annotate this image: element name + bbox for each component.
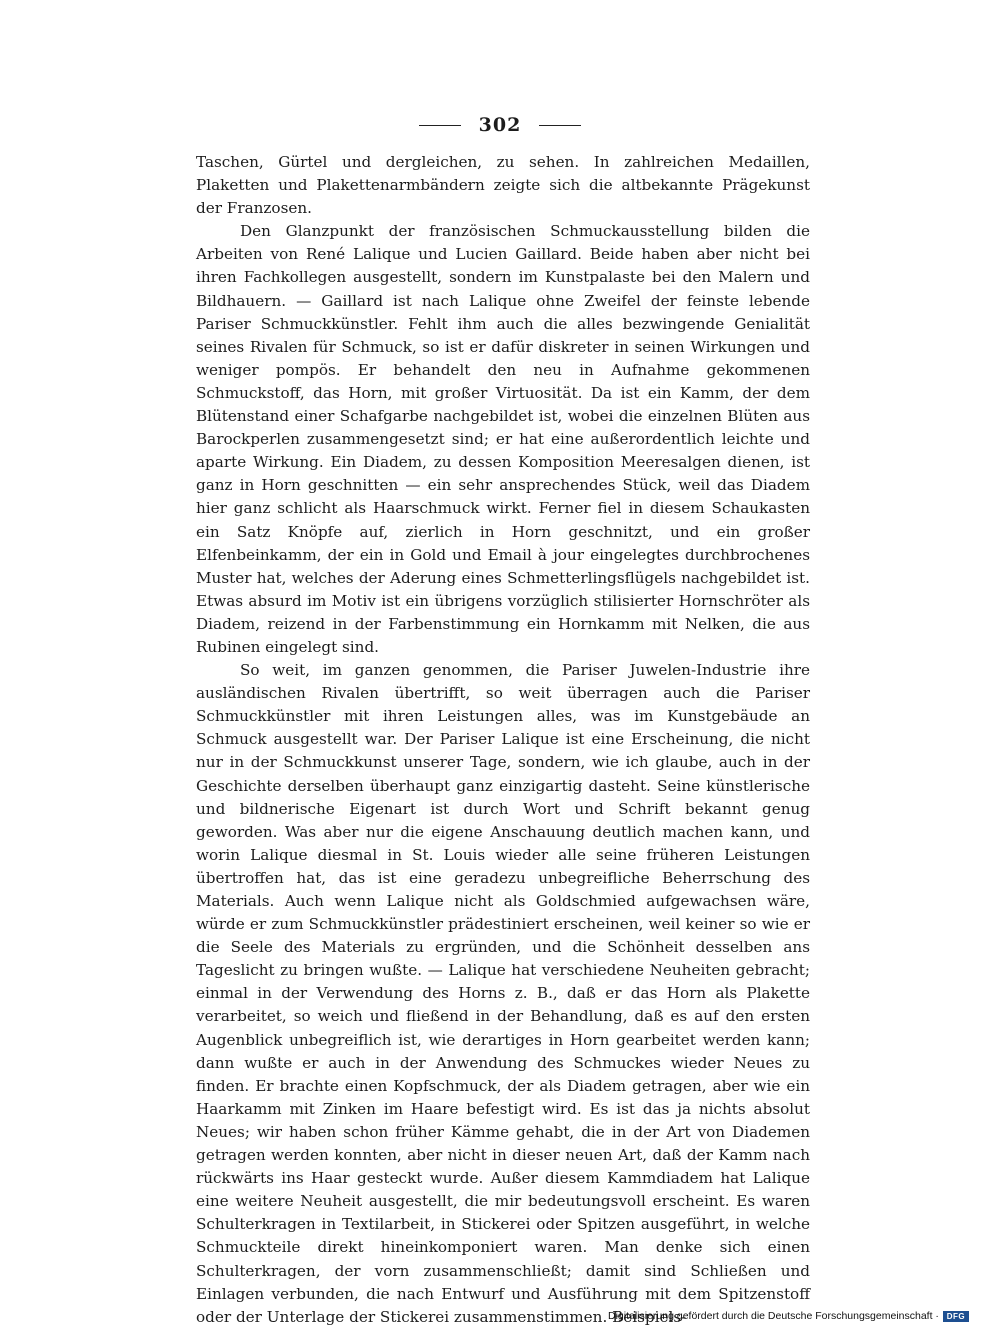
paragraph-lalique: So weit, im ganzen genommen, die Pariser Juwelen-Industrie ihre ausländischen Rivalen übertrifft, so weit überragen auch die Pariser Schmuckkünstler mit ihren Leistungen alles, was im Kunstgebäude an Schmuck ausgestellt war. Der Pariser Lalique ist eine Erscheinung, die nicht nur in der Schmuckkunst unserer Tage, sondern, wie ich glaube, auch in der Geschichte derselben überhaupt ganz einzigartig dasteht. Seine künstlerische und bildnerische Eigenart ist durch Wort und Schrift bekannt genug geworden. Was aber nur die eigene Anschauung deutlich machen kann, und worin Lalique diesmal in St. Louis wieder alle seine früheren Leistungen übertroffen hat, das ist eine geradezu unbegreifliche Beherrschung des Materials. Auch wenn Lalique nicht als Goldschmied aufgewachsen wäre, würde er zum Schmuckkünstler prädestiniert erscheinen, weil keiner so wie er die Seele des Materials zu ergründen, und die Schönheit desselben ans Tageslicht zu bringen wußte. — Lalique hat verschiedene Neuheiten gebracht; einmal in der Verwendung des Horns z. B., daß er das Horn als Plakette verarbeitet, so weich und fließend in der Behandlung, daß es auf den ersten Augenblick unbegreiflich ist, wie derartiges in Horn gearbeitet werden kann; dann wußte er auch in der Anwendung des Schmuckes wieder Neues zu finden. Er brachte einen Kopfschmuck, der als Diadem getragen, aber wie ein Haarkamm mit Zinken im Haare befestigt wird. Es ist das ja nichts absolut Neues; wir haben schon früher Kämme gehabt, die in der Art von Diademen getragen werden konnten, aber nicht in dieser neuen Art, daß der Kamm nach rückwärts ins Haar gesteckt wurde. Außer diesem Kammdiadem hat Lalique eine weitere Neuheit ausgestellt, die mir bedeutungsvoll erscheint. Es waren Schulterkragen in Textilarbeit, in Stickerei oder Spitzen ausgeführt, in welche Schmuckteile direkt hineinkomponiert waren. Man denke sich einen Schulterkragen, der vorn zusammenschließt; damit sind Schließen und Einlagen verbunden, die nach Entwurf und Ausführung mit dem Spitzenstoff oder der Unterlage der Stickerei zusammenstimmen. Beispiels- (196, 661, 810, 1326)
paragraph-gaillard: Den Glanzpunkt der französischen Schmuckausstellung bilden die Arbeiten von René Lalique und Lucien Gaillard. Beide haben aber nicht bei ihren Fachkollegen ausgestellt, sondern im Kunstpalaste bei den Malern und Bildhauern. — Gaillard ist nach Lalique ohne Zweifel der feinste lebende Pariser Schmuckkünstler. Fehlt ihm auch die alles bezwingende Genialität seines Rivalen für Schmuck, so ist er dafür diskreter in seinen Wirkungen und weniger pompös. Er behandelt den neu in Aufnahme gekommenen Schmuckstoff, das Horn, mit großer Virtuosität. Da ist ein Kamm, der dem Blütenstand einer Schafgarbe nachgebildet ist, wobei die einzelnen Blüten aus Barockperlen zusammengesetzt sind; er hat eine außerordentlich leichte und aparte Wirkung. Ein Diadem, zu dessen Komposition Meeresalgen dienen, ist ganz in Horn geschnitten — ein sehr ansprechendes Stück, weil das Diadem hier ganz schlicht als Haarschmuck wirkt. Ferner fiel in diesem Schaukasten ein Satz Knöpfe auf, zierlich in Horn geschnitzt, und ein großer Elfenbeinkamm, der ein in Gold und Email à jour eingelegtes durchbrochenes Muster hat, welches der Aderung eines Schmetterlingsflügels nachgebildet ist. Etwas absurd im Motiv ist ein übrigens vorzüglich stilisierter Hornschröter als Diadem, reizend in der Farbenstimmung ein Hornkamm mit Nelken, die aus Rubinen eingelegt sind. (196, 222, 810, 656)
dfg-logo-icon: DFG (943, 1311, 969, 1322)
body-text (196, 151, 810, 1329)
page-header (0, 110, 1000, 140)
digitization-credit (608, 1309, 969, 1323)
paragraph-continuation: Taschen, Gürtel und dergleichen, zu sehen. In zahlreichen Medaillen, Plaketten und Plakettenarmbändern zeigte sich die altbekannte Prägekunst der Franzosen. (196, 153, 810, 218)
page-number: 302 (478, 114, 522, 136)
credit-text: Digitalisierung gefördert durch die Deutsche Forschungsgemeinschaft · (608, 1310, 939, 1322)
header-rule-right (539, 125, 581, 126)
header-rule-left (419, 125, 461, 126)
